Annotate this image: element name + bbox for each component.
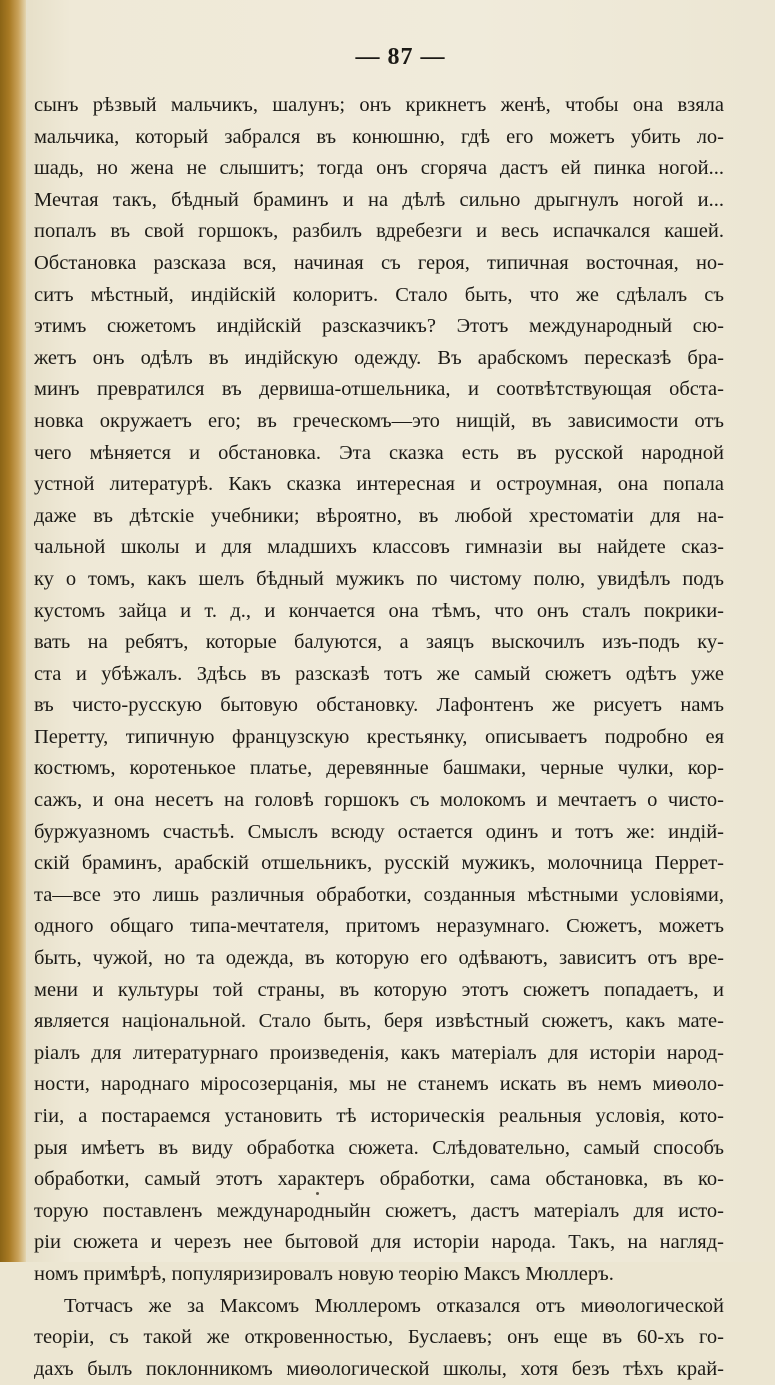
body-text bbox=[34, 90, 724, 1385]
text-line: ку о томъ, какъ шелъ бѣдный мужикъ по чистому полю, увидѣлъ подъ bbox=[34, 567, 724, 590]
text-line: ріи сюжета и черезъ нее бытовой для исторіи народа. Такъ, на нагляд- bbox=[34, 1231, 724, 1254]
text-line: попалъ въ свой горшокъ, разбилъ вдребезги и весь испачкался кашей. bbox=[34, 220, 724, 243]
text-line: минъ превратился въ дервиша-отшельника, и соотвѣтствующая обста- bbox=[34, 378, 724, 401]
text-line: Мечтая такъ, бѣдный браминъ и на дѣлѣ сильно дрыгнулъ ногой и... bbox=[34, 188, 724, 211]
text-line: обработки, самый этотъ характеръ обработки, сама обстановка, въ ко- bbox=[34, 1168, 724, 1191]
text-line: шадь, но жена не слышитъ; тогда онъ сгоряча дастъ ей пинка ногой... bbox=[34, 157, 724, 180]
text-line: Перетту, типичную французскую крестьянку, описываетъ подробно ея bbox=[34, 725, 724, 748]
text-line: рыя имѣетъ въ виду обработка сюжета. Слѣдовательно, самый способъ bbox=[34, 1136, 724, 1159]
book-binding-edge bbox=[0, 0, 26, 1262]
text-line: дахъ былъ поклонникомъ миѳологической школы, хотя безъ тѣхъ край- bbox=[34, 1357, 724, 1380]
text-line: скій браминъ, арабскій отшельникъ, русскій мужикъ, молочница Перрет- bbox=[34, 852, 724, 875]
text-line: сынъ рѣзвый мальчикъ, шалунъ; онъ крикнетъ женѣ, чтобы она взяла bbox=[34, 94, 724, 116]
text-line: чего мѣняется и обстановка. Эта сказка есть въ русской народной bbox=[34, 441, 724, 464]
page-number: — 87 — bbox=[355, 44, 446, 70]
text-line: быть, чужой, но та одежда, въ которую его одѣваютъ, зависитъ отъ вре- bbox=[34, 947, 724, 970]
text-line: одного общаго типа-мечтателя, притомъ неразумнаго. Сюжетъ, можетъ bbox=[34, 915, 724, 938]
text-line: ситъ мѣстный, индійскій колоритъ. Стало быть, что же сдѣлалъ съ bbox=[34, 283, 724, 306]
text-line: Обстановка разсказа вся, начиная съ героя, типичная восточная, но- bbox=[34, 251, 724, 274]
text-line: ности, народнаго міросозерцанія, мы не станемъ искать въ немъ миѳоло- bbox=[34, 1073, 724, 1096]
text-line: гіи, а постараемся установить тѣ историческія реальныя условія, кото- bbox=[34, 1105, 724, 1127]
text-line: костюмъ, коротенькое платье, деревянные башмаки, черные чулки, кор- bbox=[34, 757, 724, 780]
text-line: ста и убѣжалъ. Здѣсь въ разсказѣ тотъ же самый сюжетъ одѣтъ уже bbox=[34, 662, 724, 685]
text-line: мальчика, который забрался въ конюшню, гдѣ его можетъ убить ло- bbox=[34, 125, 724, 148]
text-line: новка окружаетъ его; въ греческомъ—это нищій, въ зависимости отъ bbox=[34, 409, 724, 432]
text-line: сажъ, и она несетъ на головѣ горшокъ съ молокомъ и мечтаетъ о чисто- bbox=[34, 789, 724, 812]
text-line: кустомъ зайца и т. д., и кончается она тѣмъ, что онъ сталъ покрики- bbox=[34, 599, 724, 622]
text-line: вать на ребятъ, которые балуются, а заяцъ выскочилъ изъ-подъ ку- bbox=[34, 631, 724, 654]
text-line: торую поставленъ международныйн сюжетъ, дастъ матеріалъ для исто- bbox=[34, 1199, 724, 1222]
text-line: въ чисто-русскую бытовую обстановку. Лафонтенъ же рисуетъ намъ bbox=[34, 694, 724, 717]
text-line: устной литературѣ. Какъ сказка интересная и остроумная, она попала bbox=[34, 473, 724, 496]
text-line: этимъ сюжетомъ индійскій разсказчикъ? Этотъ международный сю- bbox=[34, 315, 724, 338]
book-page bbox=[26, 0, 775, 1380]
text-line: даже въ дѣтскіе учебники; вѣроятно, въ любой хрестоматіи для на- bbox=[34, 504, 724, 527]
text-line-paragraph-end: номъ примѣрѣ, популяризировалъ новую теорію Максъ Мюллеръ. bbox=[34, 1262, 614, 1285]
print-speck bbox=[316, 1192, 319, 1195]
text-line-paragraph-start: Тотчасъ же за Максомъ Мюллеромъ отказался отъ миѳологической bbox=[64, 1294, 724, 1317]
text-line: буржуазномъ счастьѣ. Смыслъ всюду остается одинъ и тотъ же: индій- bbox=[34, 820, 724, 843]
text-line: чальной школы и для младшихъ классовъ гимназіи вы найдете сказ- bbox=[34, 536, 724, 559]
text-line: ріалъ для литературнаго произведенія, какъ матеріалъ для исторіи народ- bbox=[34, 1041, 724, 1064]
text-line: является національной. Стало быть, беря извѣстный сюжетъ, какъ мате- bbox=[34, 1010, 724, 1033]
text-line: жетъ онъ одѣлъ въ индійскую одежду. Въ арабскомъ пересказѣ бра- bbox=[34, 346, 724, 369]
text-line: та—все это лишь различныя обработки, созданныя мѣстными условіями, bbox=[34, 883, 724, 906]
text-line: мени и культуры той страны, въ которую этотъ сюжетъ попадаетъ, и bbox=[34, 978, 724, 1001]
text-line: теоріи, съ такой же откровенностью, Буслаевъ; онъ еще въ 60-хъ го- bbox=[34, 1326, 724, 1349]
